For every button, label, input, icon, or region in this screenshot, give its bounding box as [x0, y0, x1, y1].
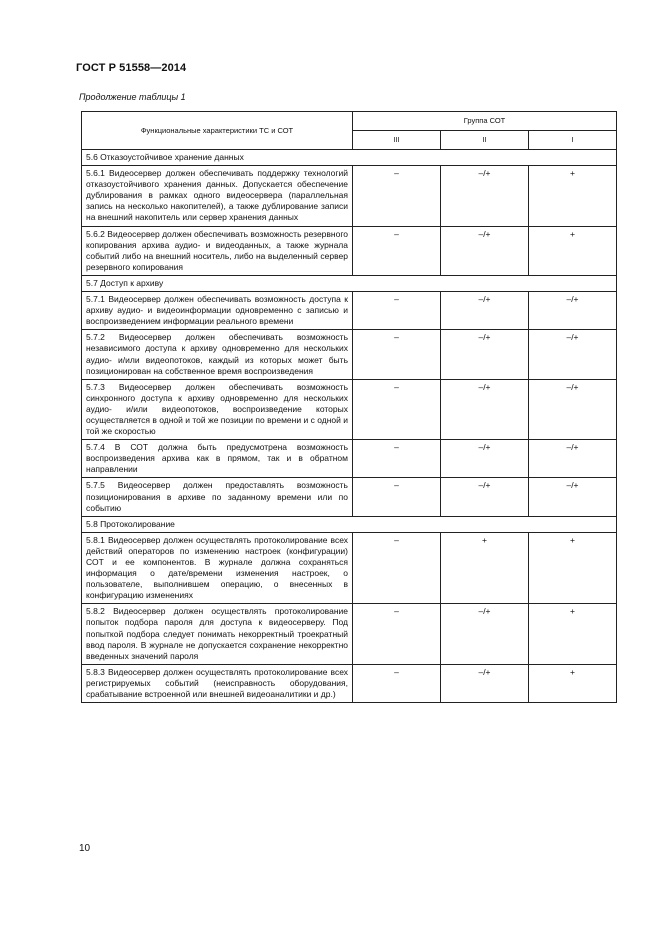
group-value: –/+	[529, 330, 617, 379]
group-value: –/+	[529, 478, 617, 516]
section-title: 5.6 Отказоустойчивое хранение данных	[82, 150, 617, 166]
requirement-text: 5.6.2 Видеосервер должен обеспечивать возможность резервного копирования архива аудио- и видеоданных, а также журнала событий либо на внешний носитель, либо на выделенный сервер резервного копирования	[82, 226, 353, 275]
group-value: –/+	[441, 478, 529, 516]
table-row	[82, 292, 617, 330]
group-value: +	[529, 604, 617, 664]
group-value: –/+	[441, 292, 529, 330]
requirement-text: 5.7.3 Видеосервер должен обеспечивать возможность синхронного доступа к архиву одновременно для нескольких аудио- и/или видеопотоков, воспроизведение которых осуществляется в одной и той же позиции по времени и с одной и той же скоростью	[82, 379, 353, 439]
group-value: +	[441, 532, 529, 604]
group-value: –	[353, 292, 441, 330]
section-row	[82, 516, 617, 532]
group-value: –	[353, 440, 441, 478]
group-value: –	[353, 379, 441, 439]
requirement-text: 5.7.5 Видеосервер должен предоставлять возможность позиционирования в архиве по заданному времени или по событию	[82, 478, 353, 516]
header-characteristics: Функциональные характеристики ТС и СОТ	[82, 112, 353, 150]
group-value: –/+	[441, 166, 529, 226]
group-value: –	[353, 664, 441, 702]
table-row	[82, 330, 617, 379]
group-value: –/+	[441, 226, 529, 275]
group-value: –	[353, 166, 441, 226]
group-value: –/+	[441, 379, 529, 439]
table-row	[82, 226, 617, 275]
group-value: –/+	[441, 440, 529, 478]
table-continuation-caption: Продолжение таблицы 1	[79, 92, 186, 102]
table-row	[82, 440, 617, 478]
table-row	[82, 532, 617, 604]
standard-header: ГОСТ Р 51558—2014	[76, 62, 187, 74]
group-value: +	[529, 226, 617, 275]
header-group-ii: II	[441, 131, 529, 150]
table-row	[82, 166, 617, 226]
group-value: +	[529, 664, 617, 702]
group-value: –	[353, 532, 441, 604]
section-title: 5.8 Протоколирование	[82, 516, 617, 532]
table-body	[82, 150, 617, 703]
requirement-text: 5.8.1 Видеосервер должен осуществлять протоколирование всех действий операторов по изменению настроек (конфигурации) СОТ и ее компонентов. В журнале должна сохраняться информация о дате/времени изменения настроек, о пользователе, выполнившем операцию, о внесенных в конфигурацию изменениях	[82, 532, 353, 604]
group-value: –/+	[529, 440, 617, 478]
group-value: –/+	[441, 604, 529, 664]
requirement-text: 5.7.1 Видеосервер должен обеспечивать возможность доступа к архиву аудио- и видеоинформации одновременно с записью и воспроизведением информации реального времени	[82, 292, 353, 330]
section-title: 5.7 Доступ к архиву	[82, 275, 617, 291]
requirement-text: 5.7.2 Видеосервер должен обеспечивать возможность независимого доступа к архиву одновременно для нескольких аудио- и/или видеопотоков, каждый из которых может быть позиционирован на собственное время воспроизведения	[82, 330, 353, 379]
requirement-text: 5.8.2 Видеосервер должен осуществлять протоколирование попыток подбора пароля для доступа к видеосерверу. Под попыткой подбора следует понимать некорректный троекратный ввод пароля. В журнале не допускается сохранение некорректно введенных значений пароля	[82, 604, 353, 664]
table-row	[82, 379, 617, 439]
requirement-text: 5.8.3 Видеосервер должен осуществлять протоколирование всех регистрируемых событий (неисправность оборудования, срабатывание встроенной или внешней видеоаналитики и др.)	[82, 664, 353, 702]
group-value: –/+	[529, 379, 617, 439]
group-value: –	[353, 604, 441, 664]
requirement-text: 5.6.1 Видеосервер должен обеспечивать поддержку технологий отказоустойчивого хранения данных. Допускается обеспечение дублирования в рамках одного видеосервера (параллельная запись на несколько накопителей), а также дублирование записи на внешний накопитель или сервер хранения данных	[82, 166, 353, 226]
group-value: +	[529, 166, 617, 226]
page-number: 10	[79, 843, 91, 854]
section-row	[82, 275, 617, 291]
table-row	[82, 604, 617, 664]
group-value: –/+	[441, 664, 529, 702]
header-group-i: I	[529, 131, 617, 150]
table-row	[82, 664, 617, 702]
group-value: –/+	[529, 292, 617, 330]
group-value: –	[353, 330, 441, 379]
table-row	[82, 478, 617, 516]
requirement-text: 5.7.4 В СОТ должна быть предусмотрена возможность воспроизведения архива как в прямом, так и в обратном направлении	[82, 440, 353, 478]
section-row	[82, 150, 617, 166]
group-value: –/+	[441, 330, 529, 379]
requirements-table	[81, 111, 617, 703]
group-value: –	[353, 478, 441, 516]
group-value: +	[529, 532, 617, 604]
header-group: Группа СОТ	[353, 112, 617, 131]
group-value: –	[353, 226, 441, 275]
header-group-iii: III	[353, 131, 441, 150]
